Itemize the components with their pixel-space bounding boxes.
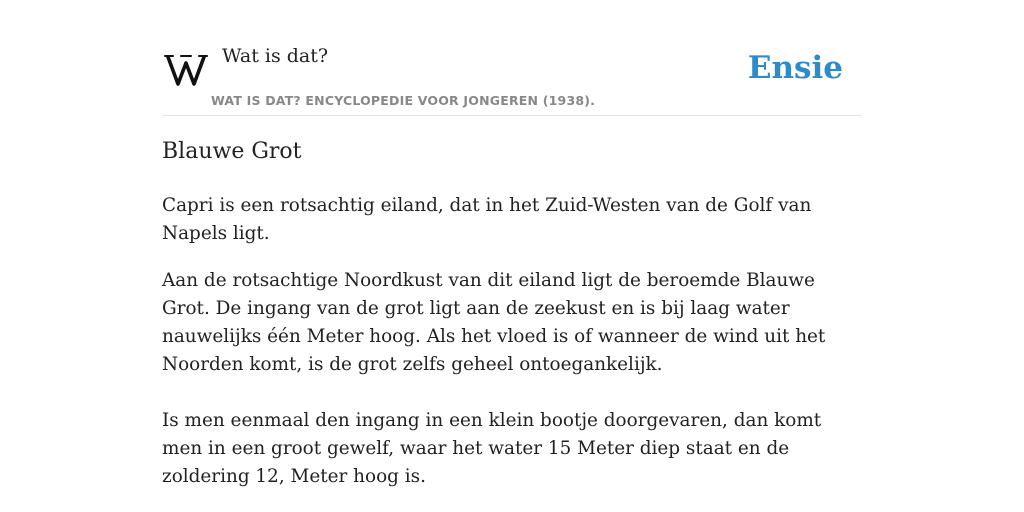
brand-logo[interactable]: Ensie [747, 50, 843, 86]
article-container [162, 0, 862, 487]
article-title: Blauwe Grot [162, 139, 302, 164]
header [162, 0, 862, 116]
article-paragraph-2: Aan de rotsachtige Noordkust van dit eiland ligt de beroemde Blauwe Grot. De ingang van de grot ligt aan de zeekust en is bij laag water nauwelijks één Meter hoog. Als het vloed is of wanneer de wind uit het Noorden komt, is de grot zelfs geheel ontoegankelijk. [162, 270, 826, 375]
source-title[interactable]: Wat is dat? [222, 45, 329, 67]
article-paragraph-3: Is men eenmaal den ingang in een klein bootje doorgevaren, dan komt men in een groot gewelf, waar het water 15 Meter diep staat en de zoldering 12, Meter hoog is. [162, 410, 822, 487]
source-subtitle: WAT IS DAT? ENCYCLOPEDIE VOOR JONGEREN (1938). [211, 93, 596, 108]
article-paragraph-1: Capri is een rotsachtig eiland, dat in het Zuid-Westen van de Golf van Napels ligt. [162, 195, 812, 244]
wikipedia-w-icon[interactable] [164, 50, 208, 90]
